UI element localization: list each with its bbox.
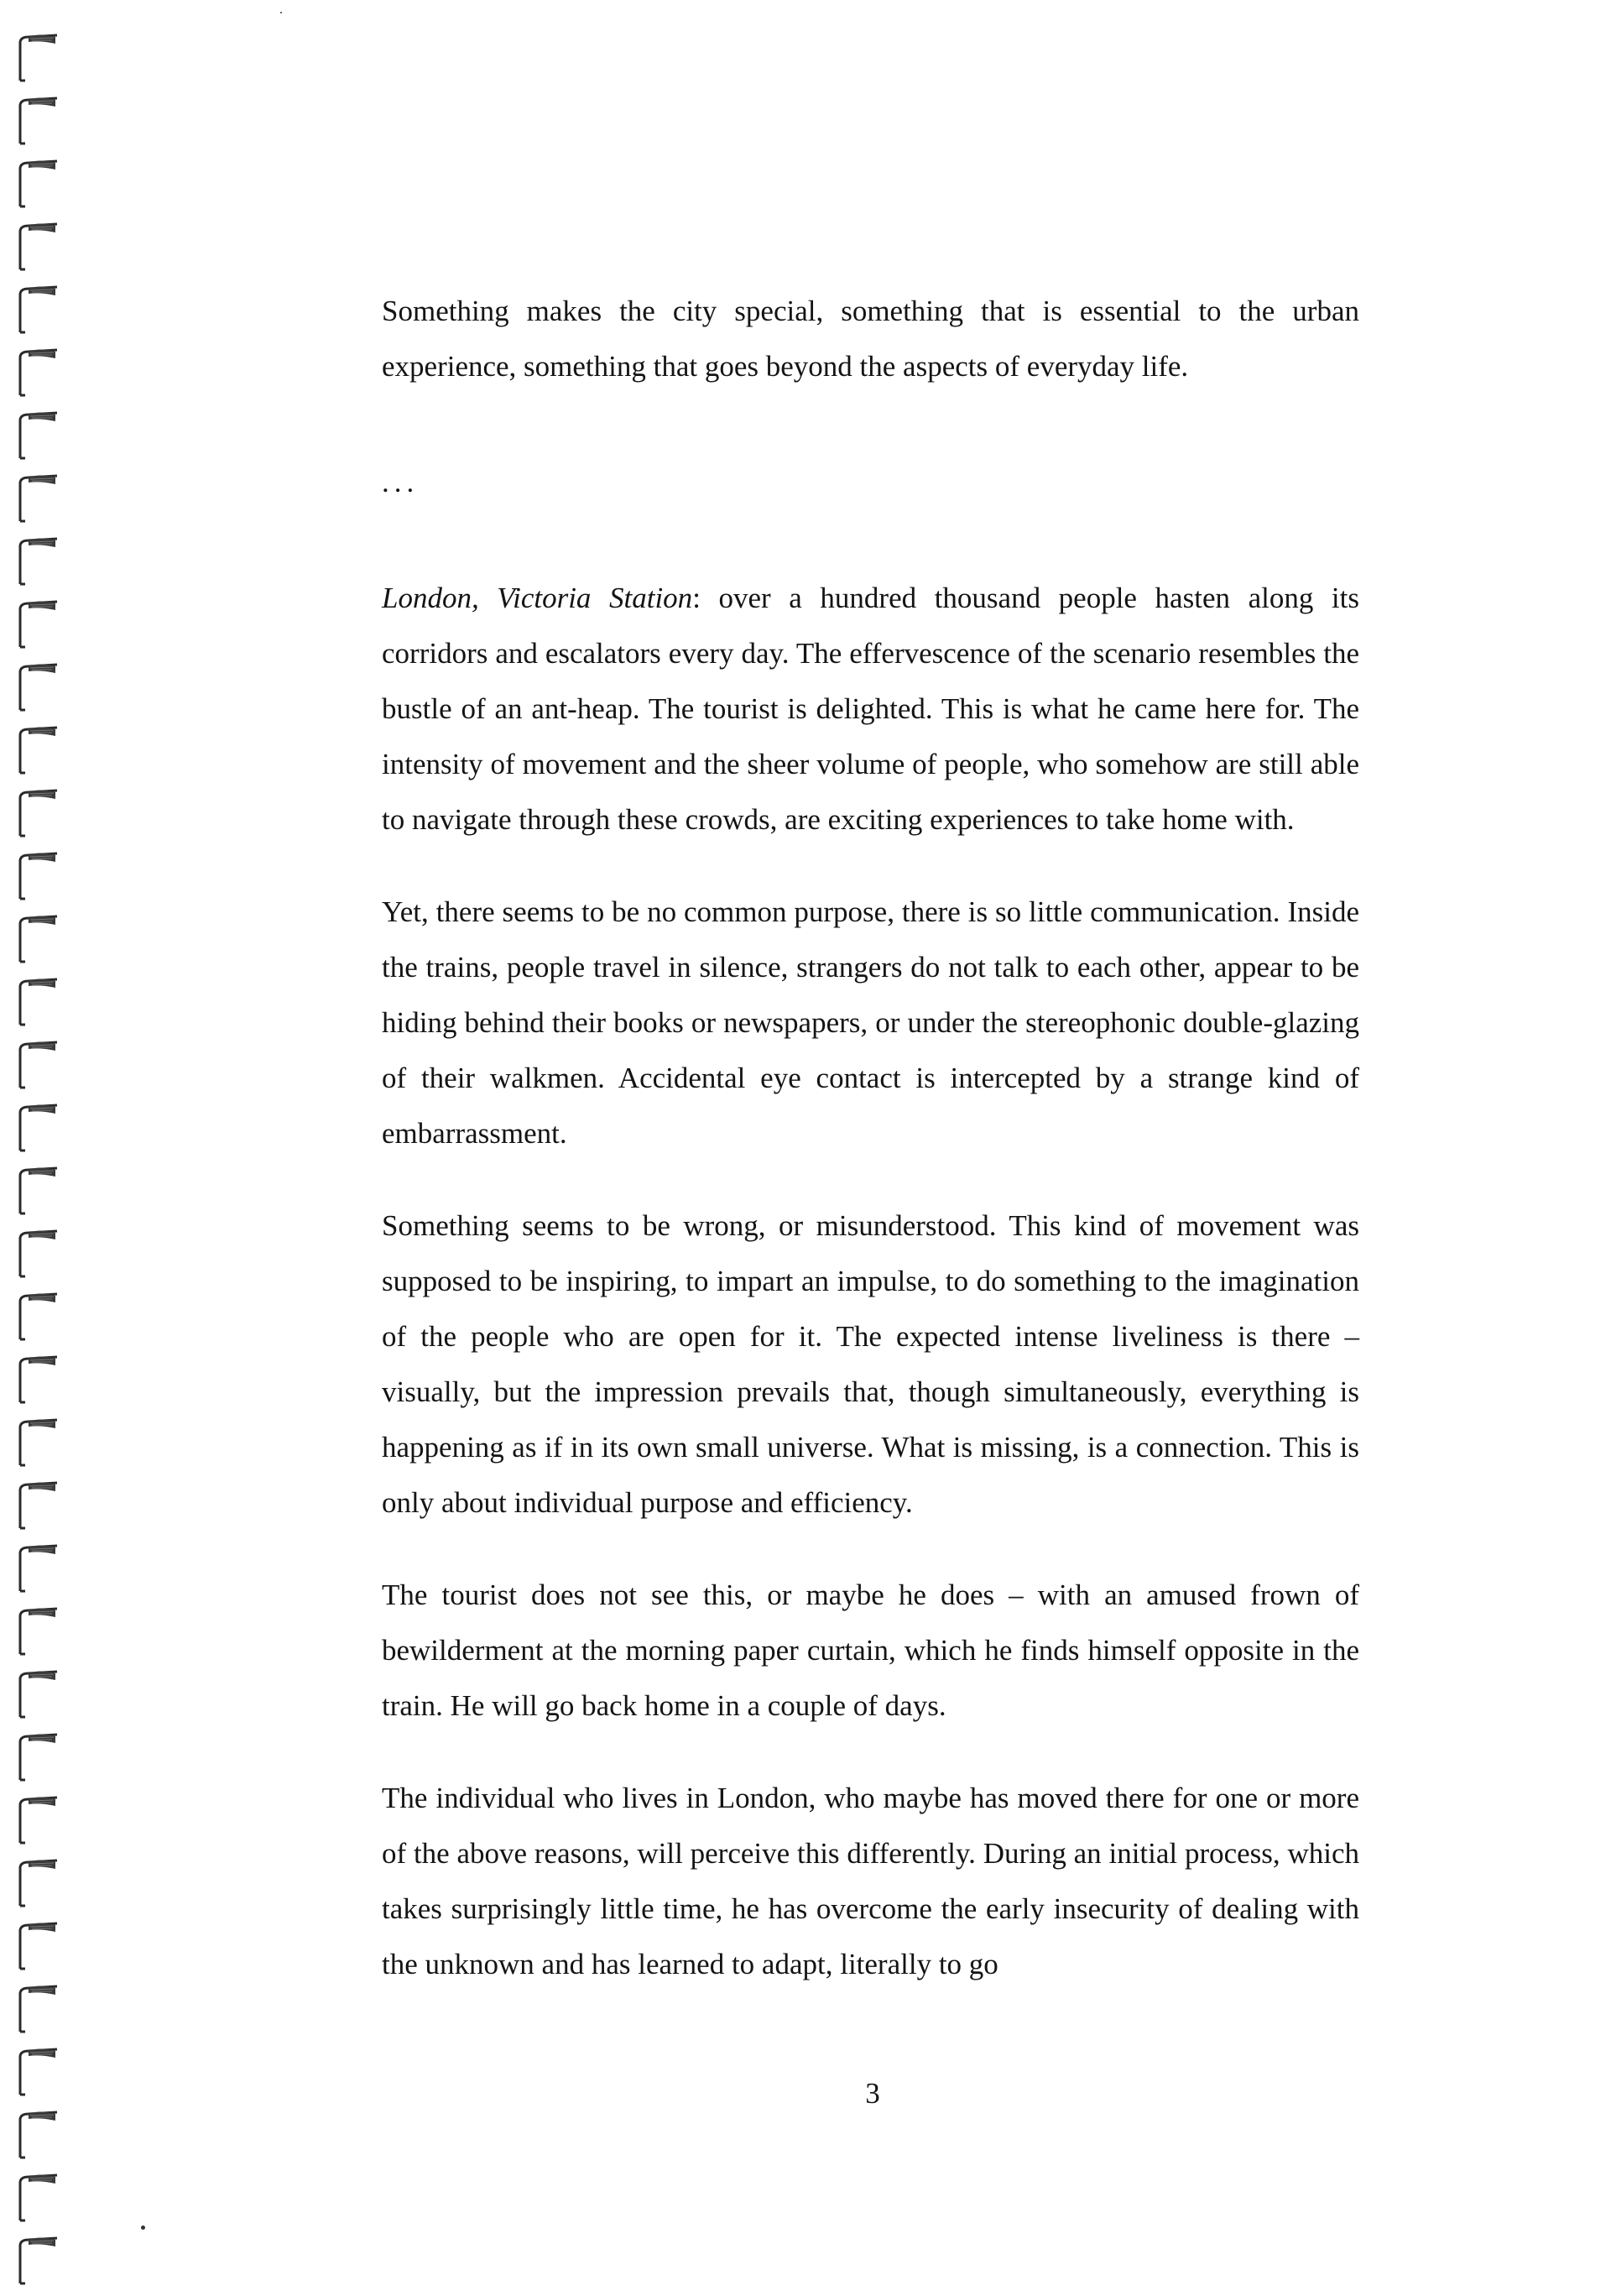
binding-ring [15,1670,59,1719]
binding-ring [15,915,59,963]
binding-ring [15,2173,59,2222]
binding-ring [15,663,59,712]
binding-ring [15,285,59,334]
binding-ring [15,537,59,586]
binding-ring [15,852,59,900]
binding-ring [15,1355,59,1404]
scan-artifact [141,2226,145,2230]
binding-ring [15,1166,59,1215]
binding-ring [15,34,59,82]
paragraph: The tourist does not see this, or maybe he does – with an amused frown of bewilderment at the morning paper curtain, which he finds himself opposite in the train. He will go back home in a couple of days. [382,1578,1359,1722]
binding-ring [15,1733,59,1782]
binding-ring [15,2236,59,2285]
binding-ring [15,348,59,397]
binding-ring [15,1104,59,1152]
binding-ring [15,411,59,460]
binding-ring [15,726,59,775]
scan-artifact [280,12,282,13]
binding-ring [15,159,59,208]
paragraph: Something makes the city special, something that is essential to the urban experience, something that goes beyond the aspects of everyday life. [382,295,1359,383]
binding-ring [15,1481,59,1530]
binding-ring [15,1796,59,1845]
page-number: 3 [865,2077,880,2110]
binding-ring [15,1418,59,1467]
place-name: London, Victoria Station [382,582,693,614]
body-text [382,284,1359,2029]
binding-ring [15,222,59,271]
binding-ring [15,1985,59,2033]
binding-ring [15,1041,59,1089]
spiral-binding [15,34,65,2283]
ellipsis: ... [382,466,420,498]
binding-ring [15,600,59,649]
binding-ring [15,1292,59,1341]
paragraph [382,571,1359,848]
binding-ring [15,1229,59,1278]
paragraph: Yet, there seems to be no common purpose, there is so little communication. Inside the trains, people travel in silence, strangers do not talk to each other, appear to be hiding behind their books or newspapers, or under the stereophonic double-glazing of their walkmen. Accidental eye contact is intercepted by a strange kind of embarrassment. [382,895,1359,1150]
binding-ring [15,1859,59,1907]
binding-ring [15,978,59,1026]
binding-ring [15,1922,59,1970]
binding-ring [15,1607,59,1656]
paragraph-text: : over a hundred thousand people hasten along its corridors and escalators every day. The effervescence of the scenario resembles the bustle of an ant-heap. The tourist is delighted. This is what he came here for. The intensity of movement and the sheer volume of people, who somehow are still able to navigate through these crowds, are exciting experiences to take home with. [382,582,1359,836]
binding-ring [15,474,59,523]
binding-ring [15,97,59,145]
binding-ring [15,2111,59,2159]
paragraph: Something seems to be wrong, or misunderstood. This kind of movement was supposed to be inspiring, to impart an impulse, to do something to the imagination of the people who are open for it. The expected intense liveliness is there – visually, but the impression prevails that, though simultaneously, everything is happening as if in its own small universe. What is missing, is a connection. This is only about individual purpose and efficiency. [382,1209,1359,1519]
paragraph: The individual who lives in London, who maybe has moved there for one or more of the above reasons, will perceive this differently. During an initial process, which takes surprisingly little time, he has overcome the early insecurity of dealing with the unknown and has learned to adapt, literally to go [382,1782,1359,1980]
binding-ring [15,789,59,838]
binding-ring [15,1544,59,1593]
